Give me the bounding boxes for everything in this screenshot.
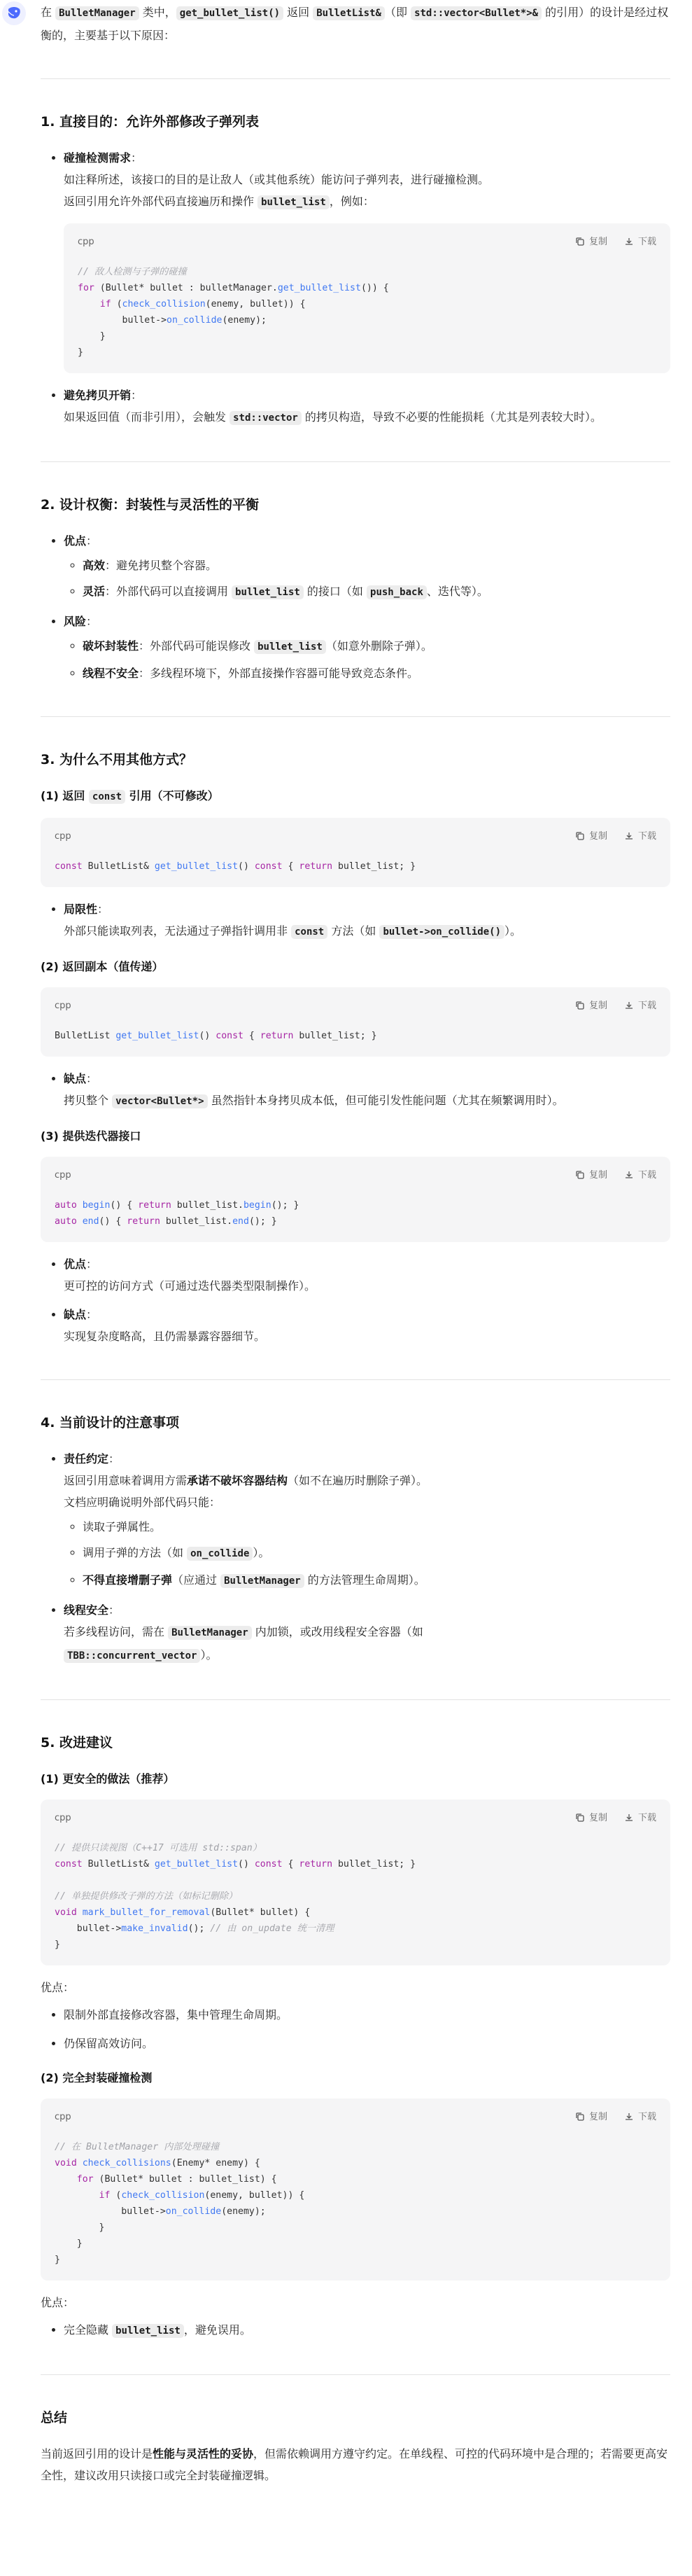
copy-icon xyxy=(575,1001,585,1010)
copy-icon xyxy=(575,1170,585,1180)
list xyxy=(41,2319,670,2342)
copy-button[interactable]: 复制 xyxy=(575,231,607,253)
list-item: • 碰撞检测需求： 如注释所述，该接口的目的是让敌人（或其他系统）能访问子弹列表，进行碰撞检测。 返回引用允许外部代码直接遍历和操作 bullet_list ，例如： cpp 复制 下载 // 敌人检测与子弹的碰撞 for (Bullet* bullet : bulletManager.get_bullet_list()) { if (check_collision(enemy, bullet)) { bullet->on_collide(enemy); } } xyxy=(64,147,670,373)
list-item: • 避免拷贝开销： 如果返回值（而非引用），会触发 std::vector 的拷贝构造，导致不必要的性能损耗（尤其是列表较大时）。 xyxy=(64,384,670,429)
code-block xyxy=(64,223,670,373)
divider xyxy=(41,78,670,79)
copy-button[interactable]: 复制 xyxy=(575,995,607,1017)
list-item: ◦ 读取子弹属性。 xyxy=(83,1516,670,1538)
copy-icon xyxy=(575,237,585,246)
subsection-heading: (2) 返回副本（值传递） xyxy=(41,960,164,973)
list-item: • 限制外部直接修改容器，集中管理生命周期。 xyxy=(64,2004,670,2026)
divider xyxy=(41,1699,670,1700)
code-content: // 提供只读视图（C++17 可选用 std::span） const BulletList& get_bullet_list() const { return bullet_list; } // 单独提供修改子弹的方法（如标记删除） void mark_bullet_for_removal(Bullet* bullet) { bullet->make_invalid(); // 由 on_update 统一清理 } xyxy=(55,1843,416,1950)
list-item: ◦ 线程不安全：多线程环境下，外部直接操作容器可能导致竞态条件。 xyxy=(83,662,670,684)
copy-button[interactable]: 复制 xyxy=(575,2106,607,2128)
list xyxy=(41,898,670,943)
code-language: cpp xyxy=(55,1812,71,1823)
copy-icon xyxy=(575,2112,585,2122)
download-icon xyxy=(624,1170,634,1180)
download-icon xyxy=(624,831,634,841)
section-2-heading: 2. 设计权衡：封装性与灵活性的平衡 xyxy=(41,497,260,513)
code-content: // 在 BulletManager 内部处理碰撞 void check_collisions(Enemy* enemy) { for (Bullet* bullet : bullet_list) { if (check_collision(enemy, bullet)) { bullet->on_collide(enemy); } } } xyxy=(55,2142,305,2265)
download-button[interactable]: 下载 xyxy=(624,995,656,1017)
list xyxy=(41,1253,670,1347)
divider xyxy=(41,716,670,717)
subsection-heading: (3) 提供迭代器接口 xyxy=(41,1129,141,1143)
list xyxy=(41,2004,670,2054)
list-item: ◦ 调用子弹的方法（如 on_collide ）。 xyxy=(83,1542,670,1565)
code-content: auto begin() { return bullet_list.begin(); } auto end() { return bullet_list.end(); } xyxy=(55,1200,299,1227)
divider xyxy=(41,461,670,462)
section-2-list xyxy=(41,530,670,684)
code-block xyxy=(41,818,670,887)
code-language: cpp xyxy=(78,236,94,247)
download-button[interactable]: 下载 xyxy=(624,1807,656,1829)
intro-paragraph: 在 BulletManager 类中， get_bullet_list() 返回 BulletList& （即 std::vector<Bullet*>& 的引用）的设计是经过权衡的，主要基于以下原因： xyxy=(41,6,669,42)
list-item: • 责任约定： 返回引用意味着调用方需承诺不破坏容器结构（如不在遍历时删除子弹）。 文档应明确说明外部代码只能： ◦ 读取子弹属性。 ◦ 调用子弹的方法（如 on_collide ）。 ◦ 不得直接增删子弹（应通过 BulletManager 的方法管理生命周期）。 xyxy=(64,1448,670,1592)
download-button[interactable]: 下载 xyxy=(624,1164,656,1186)
list-item: • 局限性： 外部只能读取列表，无法通过子弹指针调用非 const 方法（如 bullet->on_collide() ）。 xyxy=(64,898,670,943)
advantage-label: 优点： xyxy=(41,2296,75,2309)
section-4-heading: 4. 当前设计的注意事项 xyxy=(41,1415,180,1430)
list-item: • 风险： ◦ 破坏封装性：外部代码可能误修改 bullet_list （如意外删除子弹）。 ◦ 线程不安全：多线程环境下，外部直接操作容器可能导致竞态条件。 xyxy=(64,611,670,684)
list xyxy=(41,1068,670,1113)
download-button[interactable]: 下载 xyxy=(624,826,656,847)
list-item: • 缺点： 实现复杂度略高，且仍需暴露容器细节。 xyxy=(64,1304,670,1347)
code-block xyxy=(41,1799,670,1965)
list-item: • 缺点： 拷贝整个 vector<Bullet*> 虽然指针本身拷贝成本低，但可能引发性能问题（尤其在频繁调用时）。 xyxy=(64,1068,670,1113)
code-block xyxy=(41,1157,670,1242)
download-icon xyxy=(624,1001,634,1010)
assistant-message xyxy=(41,0,670,2486)
code-language: cpp xyxy=(55,2111,71,2122)
advantage-label: 优点： xyxy=(41,1981,75,1994)
section-4-list xyxy=(41,1448,670,1667)
subsection-heading: (2) 完全封装碰撞检测 xyxy=(41,2071,153,2084)
divider xyxy=(41,1379,670,1380)
copy-button[interactable]: 复制 xyxy=(575,826,607,847)
download-icon xyxy=(624,1813,634,1823)
section-5-heading: 5. 改进建议 xyxy=(41,1735,113,1750)
copy-button[interactable]: 复制 xyxy=(575,1807,607,1829)
list-item: • 完全隐藏 bullet_list ，避免误用。 xyxy=(64,2319,670,2342)
code-language: cpp xyxy=(55,830,71,842)
subsection-heading: (1) 返回 const 引用（不可修改） xyxy=(41,789,219,802)
copy-button[interactable]: 复制 xyxy=(575,1164,607,1186)
summary-paragraph: 当前返回引用的设计是性能与灵活性的妥协，但需依赖调用方遵守约定。在单线程、可控的代码环境中是合理的；若需要更高安全性，建议改用只读接口或完全封装碰撞逻辑。 xyxy=(41,2447,668,2482)
download-button[interactable]: 下载 xyxy=(624,2106,656,2128)
summary-heading: 总结 xyxy=(41,2410,68,2425)
download-icon xyxy=(624,2112,634,2122)
list-item: ◦ 高效：避免拷贝整个容器。 xyxy=(83,555,670,576)
copy-icon xyxy=(575,1813,585,1823)
section-1-heading: 1. 直接目的：允许外部修改子弹列表 xyxy=(41,114,260,130)
copy-icon xyxy=(575,831,585,841)
subsection-heading: (1) 更安全的做法（推荐） xyxy=(41,1772,175,1785)
assistant-avatar-icon xyxy=(2,1,26,25)
code-block xyxy=(41,2098,670,2281)
code-content: BulletList get_bullet_list() const { return bullet_list; } xyxy=(55,1031,377,1041)
download-icon xyxy=(624,237,634,246)
list-item: ◦ 不得直接增删子弹（应通过 BulletManager 的方法管理生命周期）。 xyxy=(83,1569,670,1592)
divider xyxy=(41,2374,670,2375)
code-block xyxy=(41,987,670,1057)
list-item: • 优点： ◦ 高效：避免拷贝整个容器。 ◦ 灵活：外部代码可以直接调用 bullet_list 的接口（如 push_back 、迭代等）。 xyxy=(64,530,670,604)
section-3-heading: 3. 为什么不用其他方式？ xyxy=(41,752,193,767)
code-content: // 敌人检测与子弹的碰撞 for (Bullet* bullet : bulletManager.get_bullet_list()) { if (check_collision(enemy, bullet)) { bullet->on_collide(enemy); } } xyxy=(78,267,389,358)
code-content: const BulletList& get_bullet_list() const { return bullet_list; } xyxy=(55,861,416,872)
section-1-list xyxy=(41,147,670,429)
list-item: • 优点： 更可控的访问方式（可通过迭代器类型限制操作）。 xyxy=(64,1253,670,1297)
list-item: • 线程安全： 若多线程访问，需在 BulletManager 内加锁，或改用线程安全容器（如 TBB::concurrent_vector ）。 xyxy=(64,1599,670,1667)
download-button[interactable]: 下载 xyxy=(624,231,656,253)
code-language: cpp xyxy=(55,1169,71,1181)
list-item: ◦ 破坏封装性：外部代码可能误修改 bullet_list （如意外删除子弹）。 xyxy=(83,635,670,658)
list-item: ◦ 灵活：外部代码可以直接调用 bullet_list 的接口（如 push_back 、迭代等）。 xyxy=(83,580,670,604)
list-item: • 仍保留高效访问。 xyxy=(64,2033,670,2054)
code-language: cpp xyxy=(55,1000,71,1011)
